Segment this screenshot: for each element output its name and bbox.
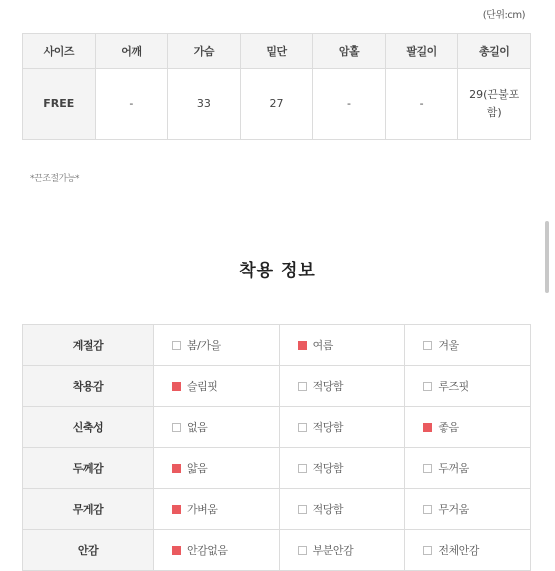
fit-info-title: 착용 정보: [239, 261, 316, 281]
fit-row: [23, 366, 531, 407]
size-cell: FREE: [23, 69, 96, 140]
fit-option: [154, 325, 280, 366]
total-length-line: 29(끈불포: [469, 88, 520, 101]
fit-option: [154, 530, 280, 571]
fit-option: [154, 489, 280, 530]
fit-option: [405, 325, 531, 366]
fit-row: [23, 325, 531, 366]
fit-option-label: 여름: [312, 339, 333, 352]
fit-option-label: 두꺼움: [438, 462, 469, 475]
size-table-row: [23, 69, 531, 140]
size-header: 밑단: [240, 34, 313, 69]
fit-row: [23, 489, 531, 530]
fit-option-label: 적당함: [312, 503, 344, 516]
size-header: 사이즈: [23, 34, 96, 69]
unchecked-box-icon: [423, 464, 432, 473]
fit-option-label: 슬림핏: [187, 380, 218, 393]
fit-option-label: 가벼움: [187, 503, 218, 516]
unchecked-box-icon: [172, 423, 181, 432]
fit-option-label: 적당함: [312, 380, 344, 393]
fit-row-label: 안감: [23, 530, 154, 571]
size-cell: -: [95, 69, 168, 140]
size-cell-total-length: [458, 69, 531, 140]
size-table-header-row: [23, 34, 531, 69]
fit-option-label: 부분안감: [312, 544, 354, 557]
fit-option: [279, 366, 405, 407]
checked-box-icon: [423, 423, 432, 432]
checked-box-icon: [298, 341, 307, 350]
fit-row-label: 계절감: [23, 325, 154, 366]
fit-option: [279, 407, 405, 448]
fit-option: [405, 530, 531, 571]
size-header: 팔길이: [385, 34, 458, 69]
fit-option: [154, 448, 280, 489]
fit-option: [279, 448, 405, 489]
size-cell: -: [385, 69, 458, 140]
fit-option: [279, 325, 405, 366]
unchecked-box-icon: [298, 464, 307, 473]
fit-option-label: 안감없음: [187, 544, 228, 557]
unchecked-box-icon: [423, 505, 432, 514]
checked-box-icon: [172, 382, 181, 391]
unchecked-box-icon: [172, 341, 181, 350]
fit-row-label: 무게감: [23, 489, 154, 530]
fit-row: [23, 530, 531, 571]
fit-option-label: 적당함: [312, 421, 344, 434]
size-cell: 33: [168, 69, 241, 140]
checked-box-icon: [172, 505, 181, 514]
fit-option: [154, 366, 280, 407]
fit-row-label: 착용감: [23, 366, 154, 407]
fit-info-table: [22, 324, 531, 571]
fit-option: [405, 489, 531, 530]
fit-row-label: 두께감: [23, 448, 154, 489]
fit-option: [279, 489, 405, 530]
fit-option-label: 전체안감: [438, 544, 479, 557]
total-length-line: 함): [486, 106, 502, 119]
unchecked-box-icon: [298, 546, 307, 555]
size-table: [22, 33, 531, 140]
checked-box-icon: [172, 464, 181, 473]
unchecked-box-icon: [298, 505, 307, 514]
size-cell: 27: [240, 69, 313, 140]
size-header: 가슴: [168, 34, 241, 69]
size-header: 어깨: [95, 34, 168, 69]
unchecked-box-icon: [423, 382, 432, 391]
fit-option-label: 좋음: [438, 421, 459, 434]
fit-option-label: 봄/가을: [187, 339, 221, 352]
fit-option-label: 루즈핏: [438, 380, 469, 393]
size-header: 총길이: [458, 34, 531, 69]
unchecked-box-icon: [423, 546, 432, 555]
fit-option: [405, 366, 531, 407]
fit-row-label: 신축성: [23, 407, 154, 448]
fit-option-label: 얇음: [187, 462, 208, 475]
checked-box-icon: [172, 546, 181, 555]
size-cell: -: [313, 69, 386, 140]
fit-row: [23, 407, 531, 448]
fit-option: [405, 448, 531, 489]
fit-row: [23, 448, 531, 489]
fit-option: [279, 530, 405, 571]
fit-option-label: 없음: [187, 421, 208, 434]
fit-option-label: 적당함: [312, 462, 344, 475]
unchecked-box-icon: [423, 341, 432, 350]
fit-option: [405, 407, 531, 448]
fit-option-label: 무거움: [438, 503, 469, 516]
strap-note: *끈조절가능*: [30, 174, 79, 184]
fit-option-label: 겨울: [438, 339, 459, 352]
size-header: 암홀: [313, 34, 386, 69]
unchecked-box-icon: [298, 382, 307, 391]
unit-label: (단위:cm): [482, 10, 525, 21]
fit-option: [154, 407, 280, 448]
unchecked-box-icon: [298, 423, 307, 432]
